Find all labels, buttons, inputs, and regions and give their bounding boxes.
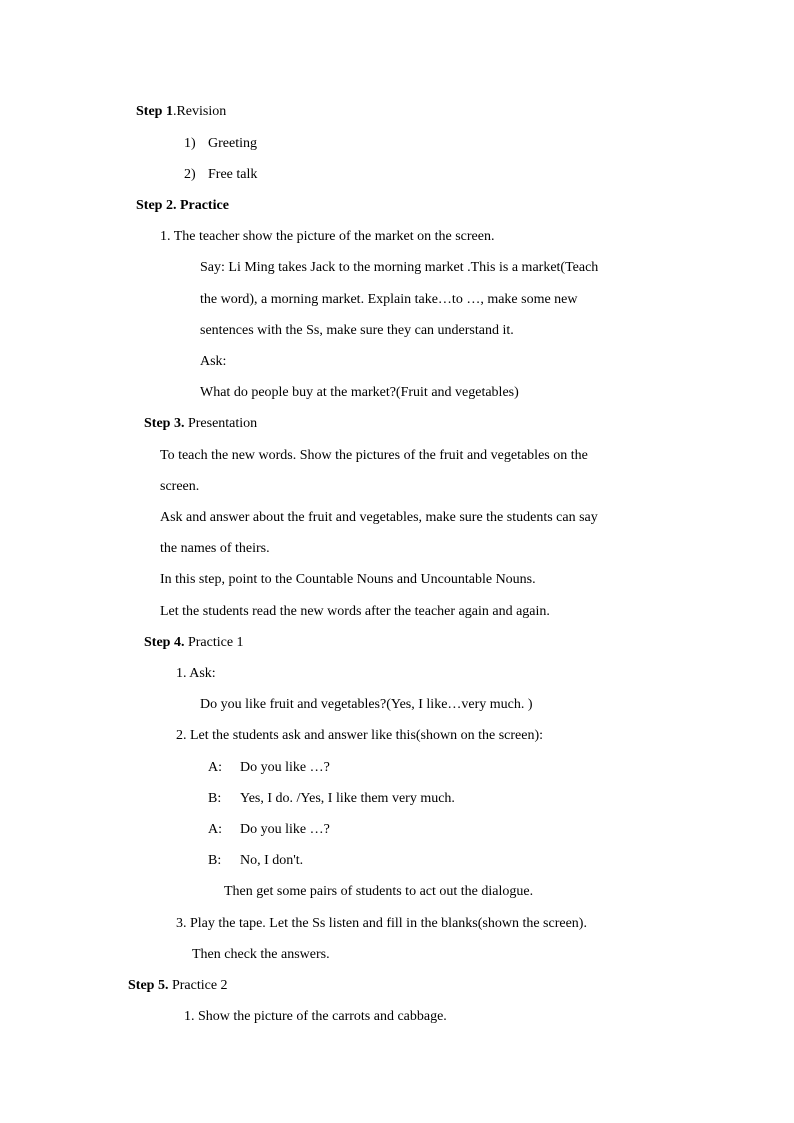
paragraph-line: Then get some pairs of students to act out the dialogue. (224, 884, 534, 899)
step4-heading (144, 634, 244, 652)
step2-heading (136, 197, 229, 215)
dialogue-line (208, 852, 303, 870)
paragraph-line: the names of theirs. (160, 541, 270, 556)
list-number: 1) (184, 136, 196, 151)
step3-label: Step 3. (144, 416, 185, 431)
list-text: Free talk (208, 167, 258, 182)
speaker: B: (208, 853, 222, 868)
paragraph-line: In this step, point to the Countable Nouns and Uncountable Nouns. (160, 572, 536, 587)
speaker: A: (208, 760, 222, 775)
dialogue-line (208, 790, 455, 808)
paragraph-line: To teach the new words. Show the pictures of the fruit and vegetables on the (160, 448, 588, 463)
paragraph-line: 2. Let the students ask and answer like this(shown on the screen): (176, 728, 544, 743)
paragraph-line: screen. (160, 479, 200, 494)
list-text: Greeting (208, 136, 257, 151)
step2-label: Step 2. Practice (136, 198, 229, 213)
step5-heading (128, 977, 228, 995)
step1-title: .Revision (172, 104, 227, 119)
step4-label: Step 4. (144, 635, 185, 650)
paragraph-line: 1. The teacher show the picture of the market on the screen. (160, 229, 495, 244)
paragraph-line: Then check the answers. (192, 947, 330, 962)
paragraph-line: 1. Ask: (176, 666, 216, 681)
list-number: 2) (184, 167, 196, 182)
speaker: A: (208, 822, 222, 837)
step3-title: Presentation (184, 416, 258, 431)
paragraph-line: Say: Li Ming takes Jack to the morning market .This is a market(Teach (200, 260, 599, 275)
step5-label: Step 5. (128, 978, 169, 993)
paragraph-line: Do you like fruit and vegetables?(Yes, I like…very much. ) (200, 697, 533, 712)
paragraph-line: Let the students read the new words after the teacher again and again. (160, 604, 550, 619)
list-item (184, 135, 257, 153)
dialogue-line (208, 821, 330, 839)
paragraph-line: Ask: (200, 354, 227, 369)
paragraph-line: the word), a morning market. Explain take…to …, make some new (200, 292, 578, 307)
utterance: Do you like …? (240, 822, 330, 837)
paragraph-line: What do people buy at the market?(Fruit and vegetables) (200, 385, 519, 400)
paragraph-line: 3. Play the tape. Let the Ss listen and fill in the blanks(shown the screen). (176, 916, 587, 931)
dialogue-line (208, 759, 330, 777)
step5-title: Practice 2 (168, 978, 228, 993)
utterance: Do you like …? (240, 760, 330, 775)
utterance: No, I don't. (240, 853, 304, 868)
paragraph-line: 1. Show the picture of the carrots and cabbage. (184, 1009, 447, 1024)
step1-heading (136, 103, 226, 121)
paragraph-line: sentences with the Ss, make sure they can understand it. (200, 323, 514, 338)
speaker: B: (208, 791, 222, 806)
list-item (184, 166, 257, 184)
utterance: Yes, I do. /Yes, I like them very much. (240, 791, 455, 806)
step3-heading (144, 415, 257, 433)
paragraph-line: Ask and answer about the fruit and vegetables, make sure the students can say (160, 510, 598, 525)
step4-title: Practice 1 (184, 635, 244, 650)
step1-label: Step 1 (136, 104, 173, 119)
